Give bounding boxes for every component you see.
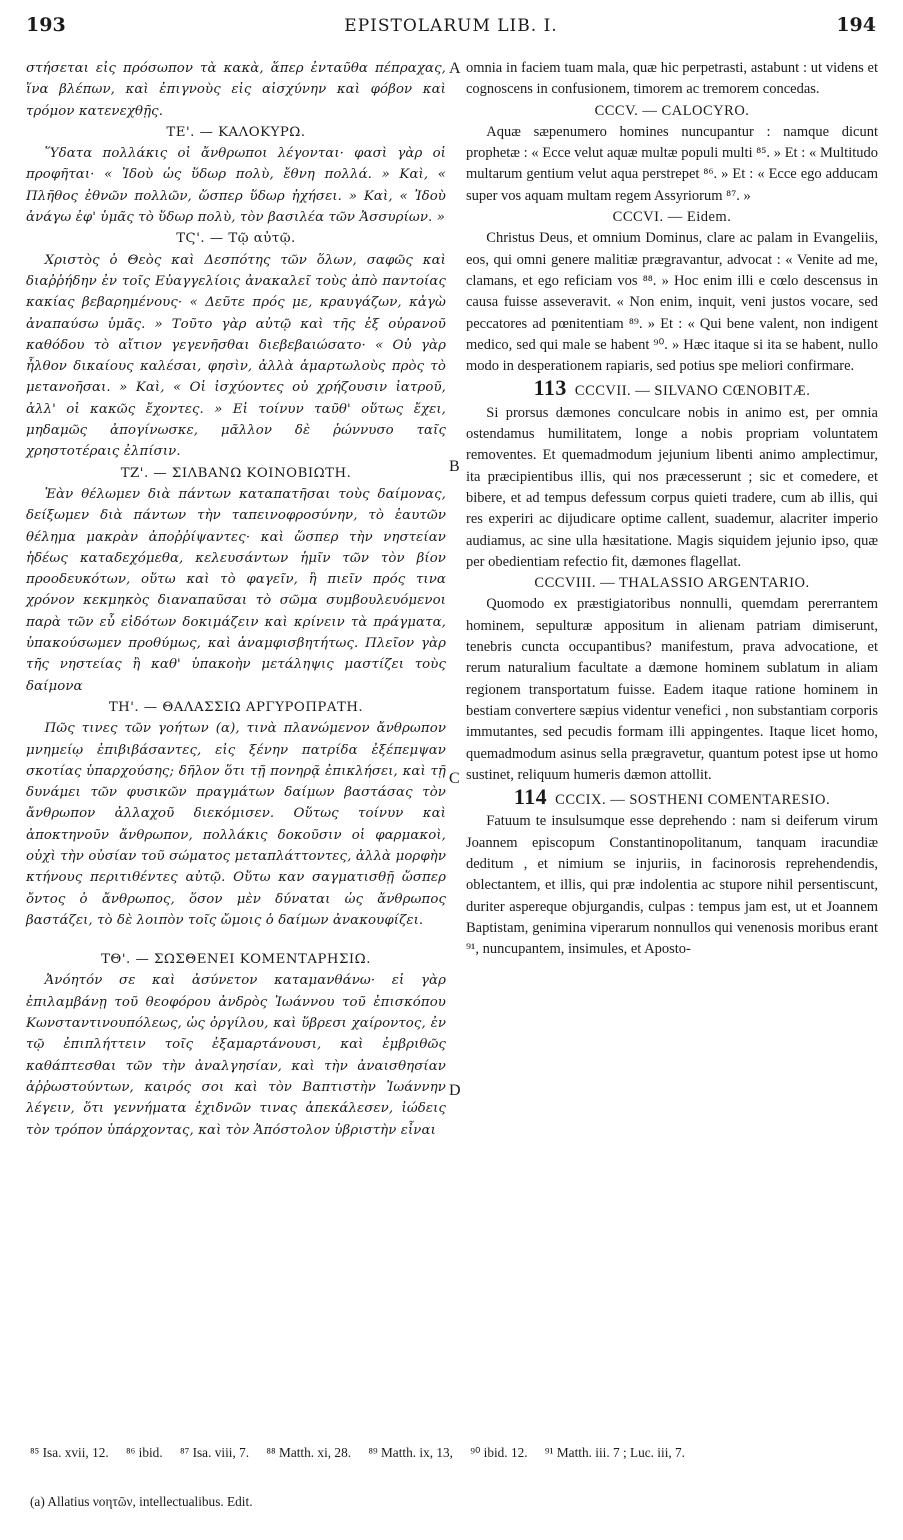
latin-heading-308: CCCVIII. — THALASSIO ARGENTARIO. — [534, 575, 810, 592]
footnotes — [30, 1442, 880, 1463]
column-number-113: 113 — [533, 375, 567, 401]
footnote-87: ⁸⁷ Isa. viii, 7. — [179, 1445, 250, 1460]
latin-heading-307-text: CCCVII. — SILVANO CŒNOBITÆ. — [574, 383, 811, 400]
greek-paragraph: στήσεται εἰς πρόσωπον τὰ κακὰ, ἅπερ ἐνταῦθα πέπραχας, ἵνα βλέπων, καὶ ἐπιγνοὺς εἰς αἰσχύνην καὶ φόβον καὶ τρόμον κατενεχθῇς. — [26, 61, 446, 119]
running-header — [26, 14, 876, 44]
latin-heading-309 — [466, 786, 878, 811]
margin-mark-b: B — [449, 458, 460, 475]
editor-note: (a) Allatius νοητῶν, intellectualibus. Edit. — [30, 1494, 253, 1509]
latin-heading-307 — [466, 377, 878, 402]
greek-column — [26, 58, 446, 1141]
margin-mark-d: D — [449, 1082, 461, 1099]
latin-paragraph: Fatuum te insulsumque esse deprehendo : nam si deiferum virum Joannem episcopum Constantinopolitanum, tanquam iracundiæ deditum , et nimium se injuriis, in facinorosis reprehendendis, oblectantem, et illis, qui præ indolentia ac stupore nihil persentiscunt, duriter aspereque objurgandis, culpas : tempus jam est, ut et Joannem Baptistam, genimina viperarum nonnullos qui venenosis moribus erant ⁹¹, nuncupantem, insimules, et Aposto- — [466, 813, 878, 958]
latin-paragraph: Quomodo ex præstigiatoribus nonnulli, quemdam pererrantem hominem, sepulturæ appositum in alienam patriam dimiserunt, tenebris cuncta occupantibus? manifestum, prava advocatione, et rerum naturalium facultate a dæmone hominem sublatum in aliam regionem transportatum fuisse. Eadem itaque ratione hominem in bestiam convertere sæpius videntur venefici , non substantiam corporis immutantes, sed pecudis formam illi appingentes. Itaque licet homo, quemadmodum asinus sella prægravetur, quantum potest ipse ut homo sustinet, reliquum humeris dæmon attollit. — [466, 596, 878, 783]
margin-mark-c: C — [449, 770, 460, 787]
greek-heading-208: ΤΗ'. — ΘΑΛΑΣΣΙΩ ΑΡΓΥΡΟΠΡΑΤΗ. — [108, 699, 364, 715]
footnote-89: ⁸⁹ Matth. ix, 13, — [368, 1445, 453, 1460]
latin-paragraph: Aquæ sæpenumero homines nuncupantur : namque dicunt prophetæ : « Ecce velut aquæ multæ populi multi ⁸⁵. » Et : « Multitudo multarum gentium velut aqua perstrepet ⁸⁶. » Et : « Ecce ego adducam super vos aquam multam regem Assyriorum ⁸⁷. » — [466, 123, 878, 204]
footnote-90: ⁹⁰ ibid. 12. — [470, 1445, 528, 1460]
latin-paragraph: Si prorsus dæmones conculcare nobis in animo est, per omnia ostendamus humilitatem, longe a nobis propriam voluntatem removentes. Et quemadmodum jejunium libenti animo amplectimur, ita præcipientibus illis, qui nos præcesserunt ; sic et comedere, et bibere, et ad tempus defessum corpus quieti tradere, cum ab illis, qui res experiri ac dijudicare optime callent, suademur, alacriter imperio audiamus, ac sine ulla hæsitatione. Magis siquidem jejunio ipso, quæ per obedientiam refectio fit, dæmones flagellat. — [466, 404, 878, 570]
latin-paragraph: Christus Deus, et omnium Dominus, clare ac palam in Evangeliis, eos, qui omni genere malitiæ prægravantur, advocat : « Venite ad me, clamans, et ego reficiam vos ⁸⁸. » Hoc enim illi e cœlo descensus in causa fuisse asseveravit. « Non enim, inquit, veni justos vocare, sed peccatores ad pœnitentiam ⁸⁹. » Et : « Qui bene valent, non indigent medico, sed qui male se habent ⁹⁰. » Hæc itaque si ita se habent, nullo modo in desperationem rapiaris, sed potius spe meliori confirmare. — [466, 230, 878, 375]
greek-heading-205: ΤΕ'. — ΚΑΛΟΚΥΡΩ. — [166, 124, 306, 140]
latin-column — [466, 58, 878, 960]
margin-mark-a: A — [449, 60, 461, 77]
greek-paragraph: Ἐὰν θέλωμεν διὰ πάντων καταπατῆσαι τοὺς δαίμονας, δείξωμεν διὰ πάντων τὴν ταπεινοφροσύνην, τὸ ἑαυτῶν θέλημα μακρὰν ἀποῤῥίψαντες· καὶ ὥσπερ τὴν νηστείαν ἡδέως καταδεχόμεθα, κελευσάντων ἡμῖν τῶν τὸν βίον προοδευκότων, οὕτω καὶ τὸ φαγεῖν, ἢ πιεῖν πρός τινα χρόνον κεκμηκὸς διαναπαῦσαι τὸ σῶμα συμβουλευόμενοι παρὰ τῶν εὖ εἰδότων δοκιμάζειν καὶ κρίνειν τὰ πράγματα, ὑπακούσωμεν προθύμως, καὶ ἀναμφισβητήτως. Πλεῖον γὰρ τῆς νηστείας ἢ καθ' ὑπακοὴν μετάληψις μαστίζει τοὺς δαίμονα — [26, 486, 446, 694]
greek-paragraph: Ἀνόητόν σε καὶ ἀσύνετον καταμανθάνω· εἰ γὰρ ἐπιλαμβάνῃ τοῦ θεοφόρου ἀνδρὸς Ἰωάννου τοῦ ἐπισκόπου Κωνσταντινουπόλεως, ὡς ὀργίλου, καὶ ὕβρεσι χαίροντος, ἐν τῷ ἐπιπλήττειν τοῖς ἐξαμαρτάνουσι, καὶ ἐμβριθῶς καθάπτεσθαι τῶν τὴν ἀναλγησίαν, καὶ τὴν ἀναισθησίαν ἀῤῥωστούντων, καιρός σοι καὶ τὸν Βαπτιστὴν Ἰωάννην λέγειν, ὅτι γεννήματα ἐχιδνῶν τινας ἀπεκάλεσεν, ἰώδεις τὸν τρόπον ὑπάρχοντας, καὶ τὸν Ἀπόστολον ὑβριστὴν εἶναι — [26, 973, 446, 1138]
running-title: EPISTOLARUM LIB. I. — [344, 16, 558, 36]
footnote-85: ⁸⁵ Isa. xvii, 12. — [30, 1445, 109, 1460]
latin-heading-306: CCCVI. — Eidem. — [612, 209, 732, 226]
latin-heading-305: CCCV. — CALOCYRO. — [594, 102, 750, 119]
greek-heading-206: ΤϚ'. — Τῷ αὐτῷ. — [176, 231, 296, 247]
footnote-86: ⁸⁶ ibid. — [126, 1445, 163, 1460]
greek-heading-209: ΤΘ'. — ΣΩΣΘΕΝΕΙ ΚΟΜΕΝΤΑΡΗΣΙΩ. — [101, 952, 371, 968]
page-number-right: 194 — [836, 14, 876, 36]
column-number-114: 114 — [513, 784, 548, 810]
greek-paragraph: Χριστὸς ὁ Θεὸς καὶ Δεσπότης τῶν ὅλων, σαφῶς καὶ διαῤῥήδην ἐν τοῖς Εὐαγγελίοις ἀνακαλεῖ τοὺς ἀπὸ παντοίας κακίας βεβαρημένους· « Δεῦτε πρός με, κραυγάζων, κἀγὼ ἀναπαύσω ὑμᾶς. » Τοῦτο γὰρ αὐτῷ καὶ τῆς ἐξ οὐρανοῦ καθόδου τὸ αἴτιον γεγενῆσθαι διεβεβαιώσατο· « Οὐ γὰρ ἦλθον δικαίους καλέσαι, φησὶν, ἀλλὰ ἁμαρτωλοὺς πρὸς τὸ μετανοῆσαι. » Καὶ, « Οἱ ἰσχύοντες οὐ χρήζουσιν ἰατροῦ, ἀλλ' οἱ κακῶς ἔχοντες. » Εἰ τοίνυν ταῦθ' οὕτως ἔχει, μηδαμῶς ἀπογίνωσκε, μᾶλλον δὲ ῥώννυσο ταῖς χρηστοτέραις ἐλπίσιν. — [26, 252, 446, 460]
greek-paragraph: Ὕδατα πολλάκις οἱ ἄνθρωποι λέγονται· φασὶ γὰρ οἱ προφῆται· « Ἰδοὺ ὡς ὕδωρ πολὺ, ἔθνη πολλά. » Καὶ, « Πλῆθος ἐθνῶν πολλῶν, ὥσπερ ὕδωρ ἠχήσει. » Καὶ, « Ἰδοὺ ἀνάγω ἐφ' ὑμᾶς τὸ ὕδωρ πολὺ, τὸν βασιλέα τῶν Ἀσσυρίων. » — [26, 146, 446, 226]
footnote-91: ⁹¹ Matth. iii. 7 ; Luc. iii, 7. — [544, 1445, 686, 1460]
footnote-88: ⁸⁸ Matth. xi, 28. — [266, 1445, 352, 1460]
latin-paragraph: omnia in faciem tuam mala, quæ hic perpetrasti, astabunt : ut videns et cognoscens in confusionem, timorem ac tremorem concedas. — [466, 60, 878, 98]
latin-heading-309-text: CCCIX. — SOSTHENI COMENTARESIO. — [555, 792, 831, 809]
greek-paragraph: Πῶς τινες τῶν γοήτων (α), τινὰ πλανώμενον ἄνθρωπον μνημείῳ ἐπιβιβάσαντες, εἰς ξένην πατρίδα ἐξέπεμψαν σκοτίας ὑπαρχούσης; δῆλον ὅτι τῇ πονηρᾷ ἐπικλήσει, καὶ τῇ δυνάμει τῶν φυσικῶν πραγμάτων δαίμων βαστάσας τὸν ἄνθρωπον ἀλλαχοῦ διεκόμισεν. Οὕτως τοίνυν καὶ ἀποκτηνοῦν ἄνθρωπον, πολλάκις δοκοῦσιν οἱ φαρμακοὶ, οὐχὶ τὴν οὐσίαν τοῦ σώματος μεταπλάττοντες, ἀλλὰ μορφὴν κτήνους περιτιθέντες αὐτῷ. Οὕτω καν σαγματισθῇ ὥσπερ ὄντος ὁ ἄνθρωπος, ὅσον μὲν δύναται ὡς ἄνθρωπος βαστάζει, τὸ δὲ λοιπὸν τοῖς ὤμοις ὁ δαίμων ἀνακουφίζει. — [26, 721, 446, 928]
page-number-left: 193 — [26, 14, 66, 36]
greek-heading-207: ΤΖ'. — ΣΙΛΒΑΝΩ ΚΟΙΝΟΒΙΩΤΗ. — [120, 465, 352, 481]
